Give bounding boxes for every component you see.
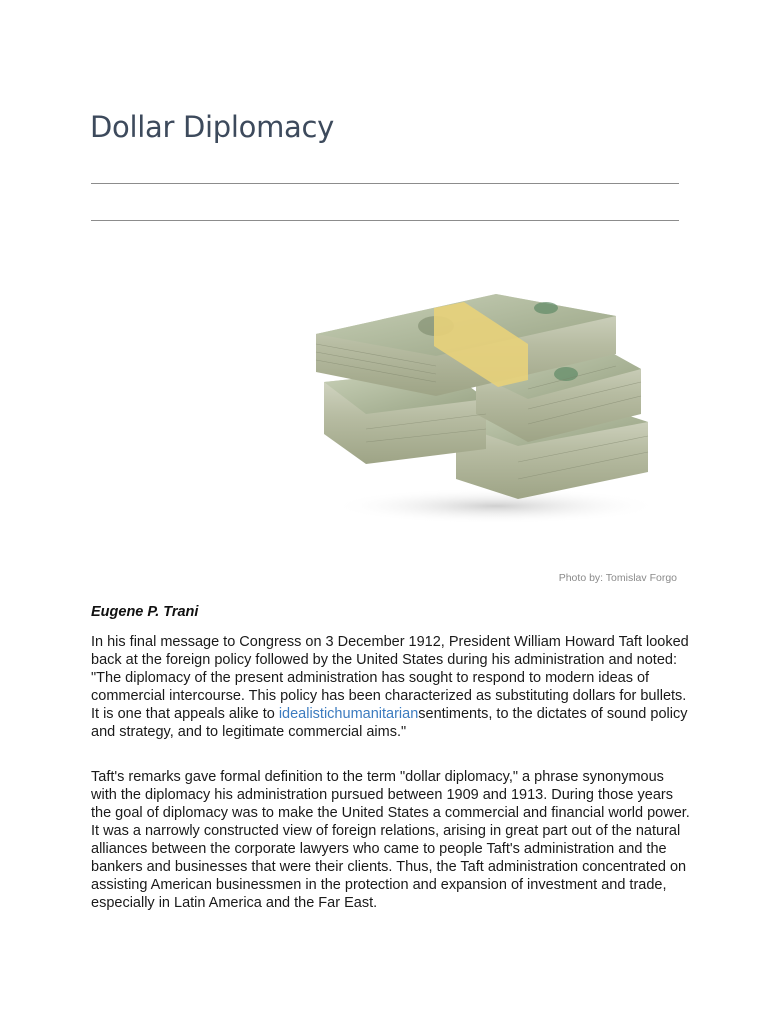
paragraph-1-text-b: sentiments, to the dictates of sound policy and strategy, and to legitimate commercial aims.": [91, 706, 688, 740]
divider-bottom: [91, 220, 679, 221]
author-name: Eugene P. Trani: [91, 604, 199, 620]
divider-top: [91, 183, 679, 184]
photo-credit: Photo by: Tomislav Forgo: [558, 572, 677, 584]
paragraph-1-text-a: In his final message to Congress on 3 December 1912, President William Howard Taft looked back at the foreign policy followed by the United States during his administration and noted: "The diplomacy of the present administration has sought to respond to modern ideas of commercial intercourse. This policy has been characterized as substituting dollars for bullets. It is one that appeals alike to: [91, 634, 689, 722]
idealistic-humanitarian-link[interactable]: idealistichumanitarian: [278, 706, 419, 722]
page-title: Dollar Diplomacy: [90, 110, 335, 144]
money-stack-photo: [296, 274, 666, 524]
paragraph-2: Taft's remarks gave formal definition to the term "dollar diplomacy," a phrase synonymous with the diplomacy his administration pursued between 1909 and 1913. During those years the goal of diplomacy was to make the United States a commercial and financial world power. It was a narrowly constructed view of foreign relations, arising in great part out of the natural alliances between the corporate lawyers who came to people Taft's administration and the bankers and businesses that were their clients. Thus, the Taft administration concentrated on assisting American businessmen in the protection and expansion of investment and trade, especially in Latin America and the Far East.: [91, 769, 690, 911]
paragraph-1: [91, 633, 691, 741]
